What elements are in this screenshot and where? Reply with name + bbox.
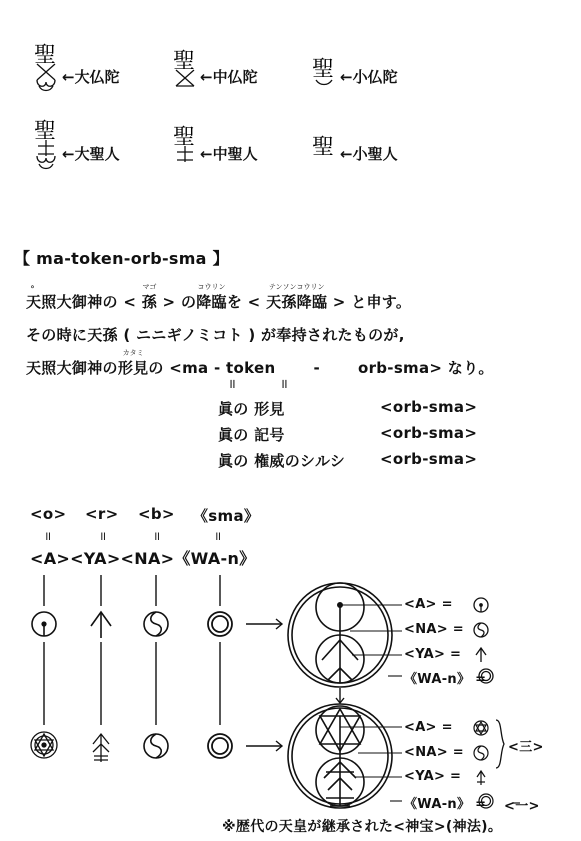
svg-text:聖: 聖 — [173, 49, 196, 74]
equal-mark-1: ॥ — [228, 377, 236, 392]
definition-left-1: 眞の 形見 — [218, 400, 285, 418]
legend-lower-a: <A> = — [404, 720, 453, 735]
eq-mark-b: ॥ — [153, 529, 161, 543]
sage-label-medium-buddha: ←中仏陀 — [200, 68, 258, 86]
legend-upper-wan: 《WA-n》 = — [404, 672, 487, 687]
legend-upper-na: <NA> = — [404, 622, 464, 637]
arrow-up-icon — [91, 612, 111, 638]
ruby-kourin: コウリン 降臨 — [196, 283, 227, 311]
legend-upper-ya: <YA> = — [404, 647, 462, 662]
svg-text:聖: 聖 — [34, 119, 57, 144]
top-label-sma: 《sma》 — [193, 507, 260, 525]
legend-lower-wan: 《WA-n》 = — [404, 797, 487, 812]
line1-part-c: を < — [226, 293, 267, 311]
bracket-three-label: <三> — [508, 740, 544, 755]
definition-right-2: <orb-sma> — [380, 424, 478, 442]
top-label-o: <o> — [30, 505, 67, 523]
section-heading: 【 ma-token-orb-sma 】 — [14, 249, 229, 268]
eq-mark-o: ॥ — [44, 529, 52, 543]
double-circle-icon — [208, 612, 232, 636]
ornate-arrow-icon — [93, 734, 109, 762]
ruby-mago: マゴ 孫 — [141, 283, 158, 311]
top-label-b: <b> — [138, 505, 175, 523]
arrow-right-upper-icon — [246, 619, 282, 629]
text-line-1: 。 天照大御神の < マゴ 孫 > の コウリン 降臨を < テンソンコウリン 天孫降臨 > と申す。 — [26, 280, 412, 311]
yin-yang-icon — [144, 612, 168, 636]
ruby-tenson: テンソンコウリン 天孫降臨 — [266, 283, 328, 311]
definition-left-3: 眞の 権威のシルシ — [218, 452, 346, 470]
lower-emblem — [288, 704, 392, 808]
text-line-2: その時に天孫 ( ニニギノミコト ) が奉持されたものが, — [26, 326, 405, 344]
svg-text:聖: 聖 — [312, 57, 335, 82]
svg-text:聖: 聖 — [312, 135, 335, 160]
star-mandala-icon — [31, 732, 57, 758]
name-labels: <A><YA><NA>《WA-n》 — [30, 549, 256, 568]
top-label-r: <r> — [85, 505, 119, 523]
curly-brace — [496, 720, 504, 768]
svg-text:聖: 聖 — [173, 125, 196, 150]
line1-part-d: > と申す。 — [327, 293, 412, 311]
sage-label-large-saint: ←大聖人 — [62, 145, 120, 163]
definition-right-1: <orb-sma> — [380, 398, 478, 416]
sage-label-large-buddha: ←大仏陀 — [62, 68, 120, 86]
legend-lower-ya: <YA> = — [404, 769, 462, 784]
definition-right-3: <orb-sma> — [380, 450, 478, 468]
eq-mark-sma: ॥ — [214, 529, 222, 543]
legend-lower-na: <NA> = — [404, 745, 464, 760]
legend-upper-a: <A> = — [404, 597, 453, 612]
sage-label-medium-saint: ←中聖人 — [200, 145, 258, 163]
text-line-3: 天照大御神の カタミ 形見の <ma - token - orb-sma> なり。 — [26, 349, 494, 377]
upper-emblem — [288, 583, 392, 687]
svg-text:聖: 聖 — [34, 43, 57, 68]
bracket-one-label: <一> — [504, 799, 540, 814]
definition-left-2: 眞の 記号 — [218, 426, 285, 444]
sage-label-small-buddha: ←小仏陀 — [340, 68, 398, 86]
equal-mark-2: ॥ — [280, 377, 288, 392]
arrow-down-icon — [336, 688, 344, 703]
line1-part-b: > の — [157, 293, 197, 311]
ruby-katami: カタミ 形見 — [117, 349, 149, 377]
arrow-right-lower-icon — [246, 741, 282, 751]
sage-label-small-saint: ←小聖人 — [340, 145, 398, 163]
line1-part-a: 天照大御神の < — [26, 293, 142, 311]
circle-dot-icon — [32, 612, 56, 636]
eq-mark-r: ॥ — [99, 529, 107, 543]
footnote: ※歴代の天皇が継承された<神宝>(神法)。 — [222, 819, 503, 835]
yin-yang-lower-icon — [144, 734, 168, 758]
double-circle-lower-icon — [208, 734, 232, 758]
